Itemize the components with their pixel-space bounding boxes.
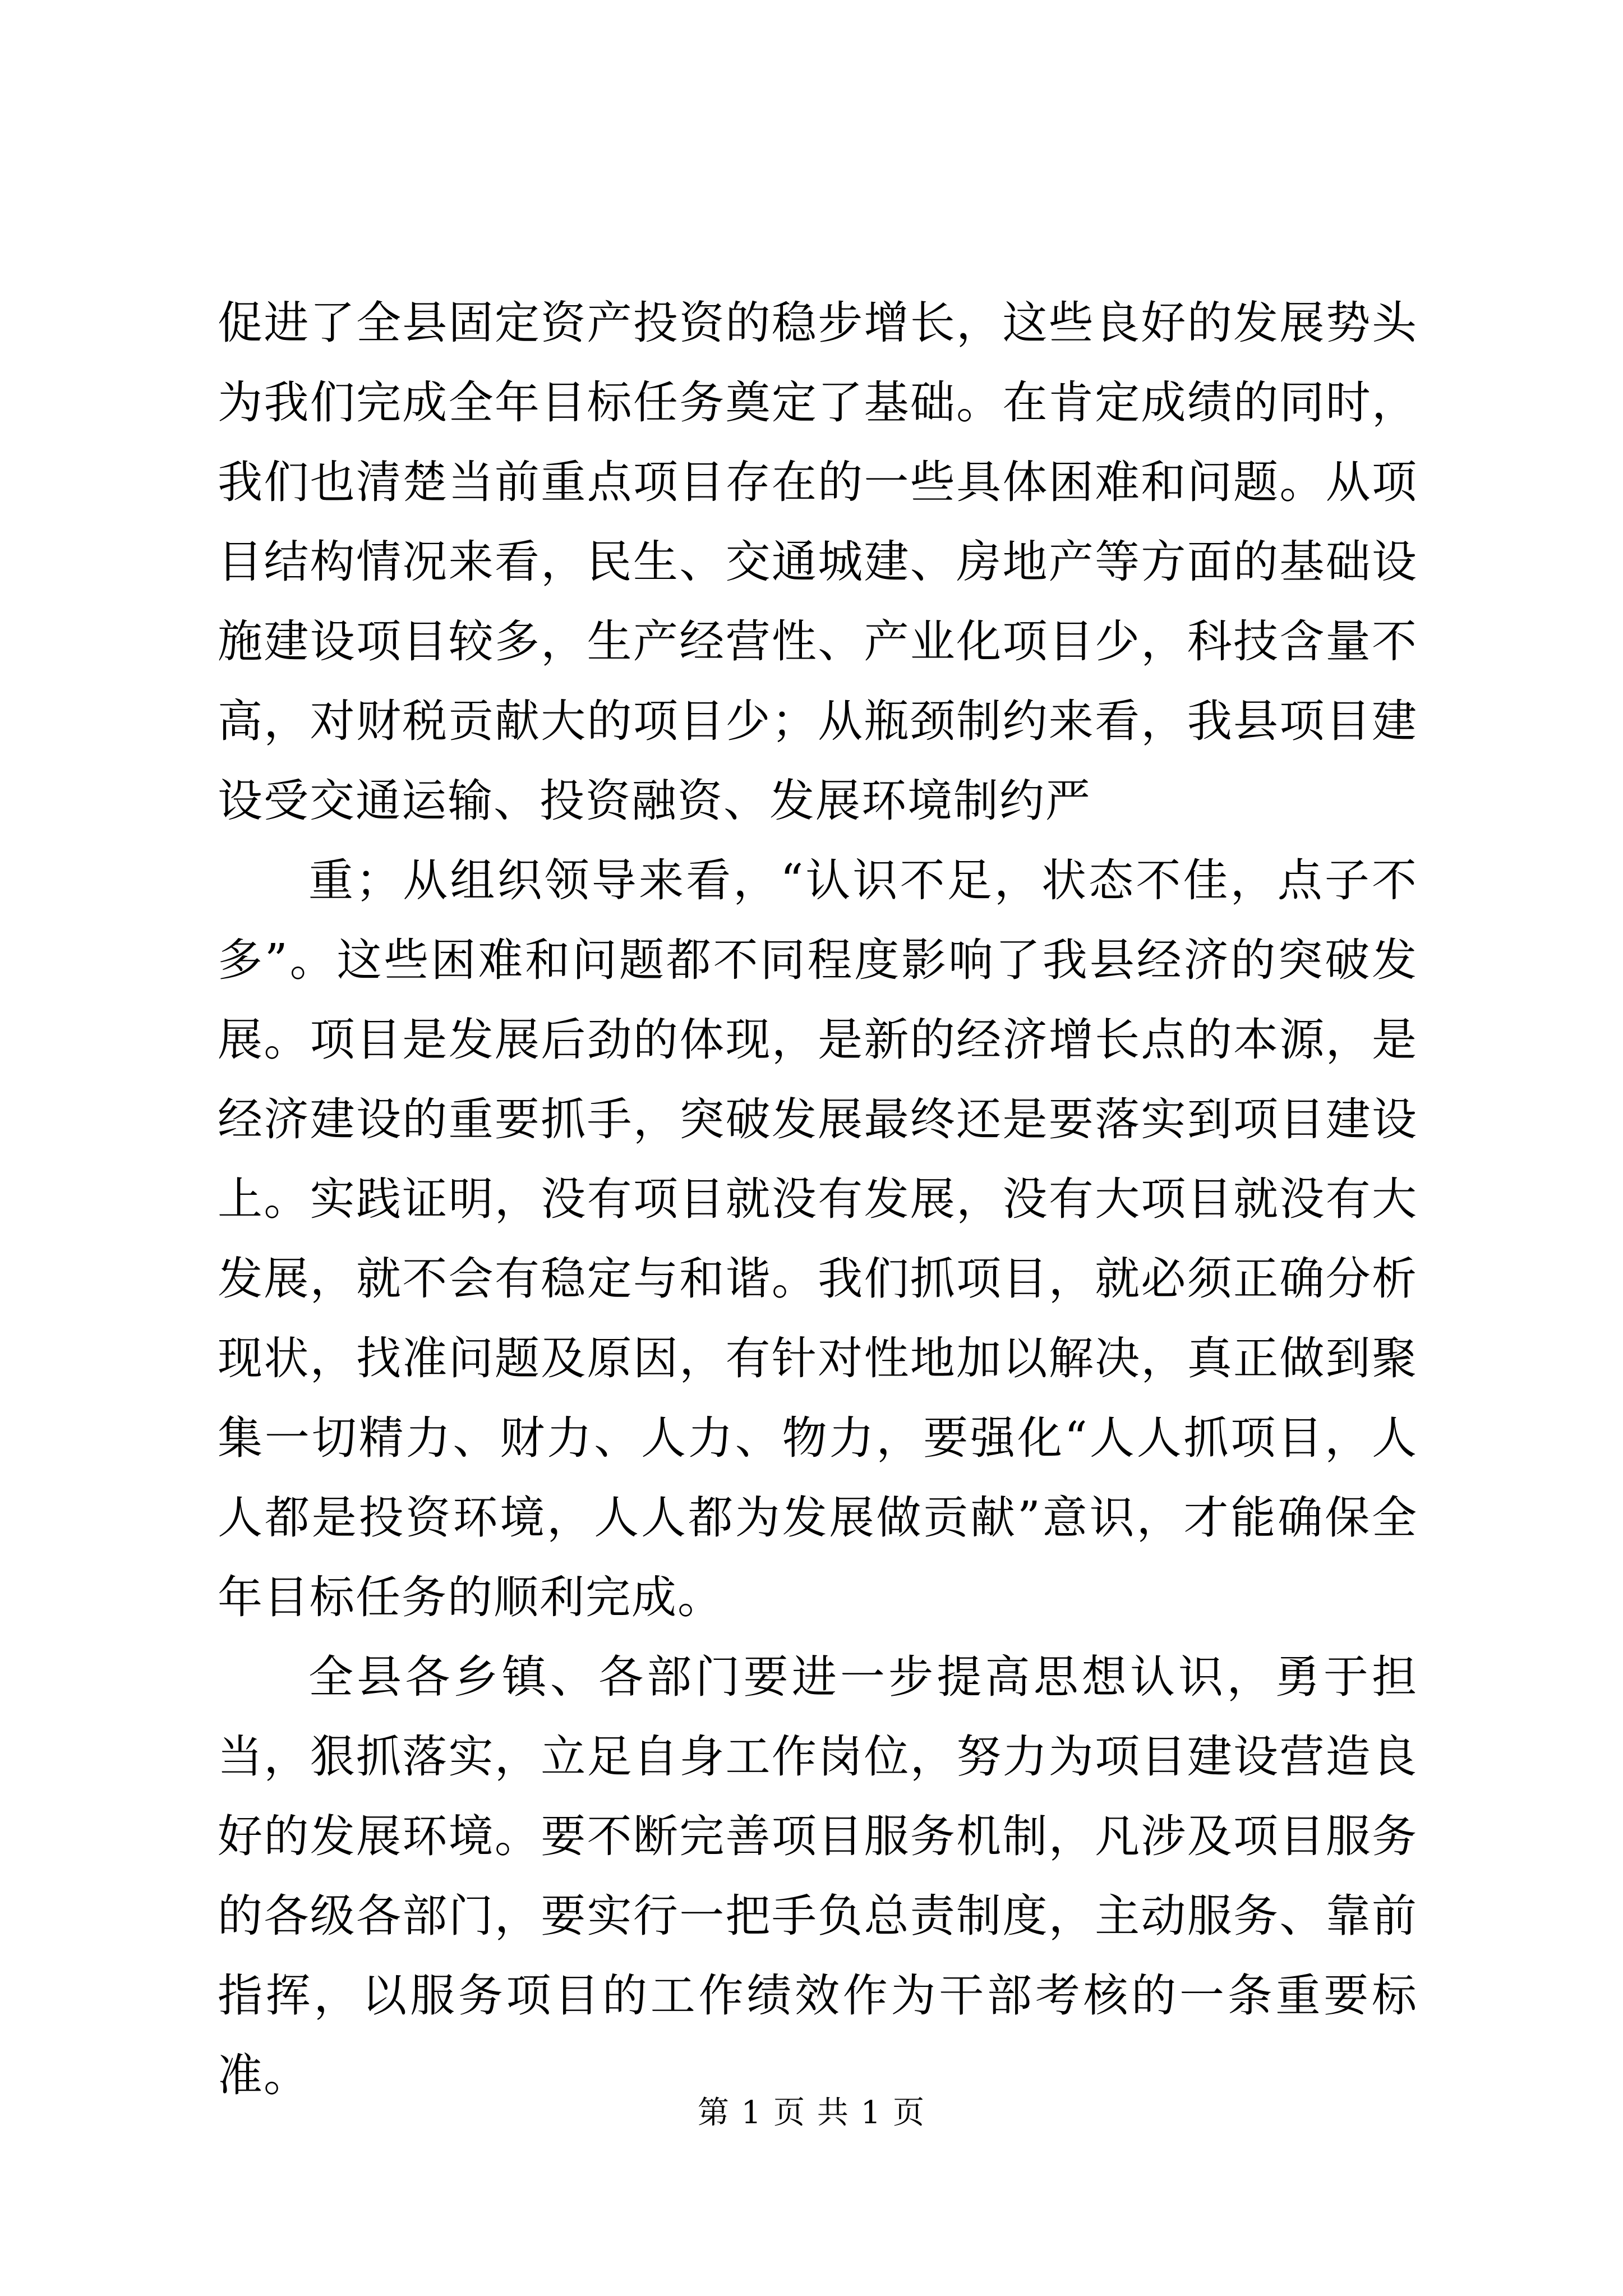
paragraph-1: 促进了全县固定资产投资的稳步增长，这些良好的发展势头为我们完成全年目标任务奠定了基础。在肯定成绩的同时，我们也清楚当前重点项目存在的一些具体困难和问题。从项目结构情况来看，民生、交通城建、房地产等方面的基础设施建设项目较多，生产经营性、产业化项目少，科技含量不高，对财税贡献大的项目少；从瓶颈制约来看，我县项目建设受交通运输、投资融资、发展环境制约严	[218, 297, 1418, 827]
paragraph-2: 重；从组织领导来看，“认识不足，状态不佳，点子不多”。这些困难和问题都不同程度影响了我县经济的突破发展。项目是发展后劲的体现，是新的经济增长点的本源，是经济建设的重要抓手，突破发展最终还是要落实到项目建设上。实践证明，没有项目就没有发展，没有大项目就没有大发展，就不会有稳定与和谐。我们抓项目，就必须正确分析现状，找准问题及原因，有针对性地加以解决，真正做到聚集一切精力、财力、人力、物力，要强化“人人抓项目，人人都是投资环境，人人都为发展做贡献”意识，才能确保全年目标任务的顺利完成。	[218, 854, 1418, 1623]
document-body	[218, 283, 1418, 2115]
page-footer: 第 1 页 共 1 页	[697, 2095, 926, 2131]
paragraph-3: 全县各乡镇、各部门要进一步提高思想认识，勇于担当，狠抓落实，立足自身工作岗位，努力为项目建设营造良好的发展环境。要不断完善项目服务机制，凡涉及项目服务的各级各部门，要实行一把手负总责制度，主动服务、靠前指挥，以服务项目的工作绩效作为干部考核的一条重要标准。	[218, 1651, 1418, 2101]
